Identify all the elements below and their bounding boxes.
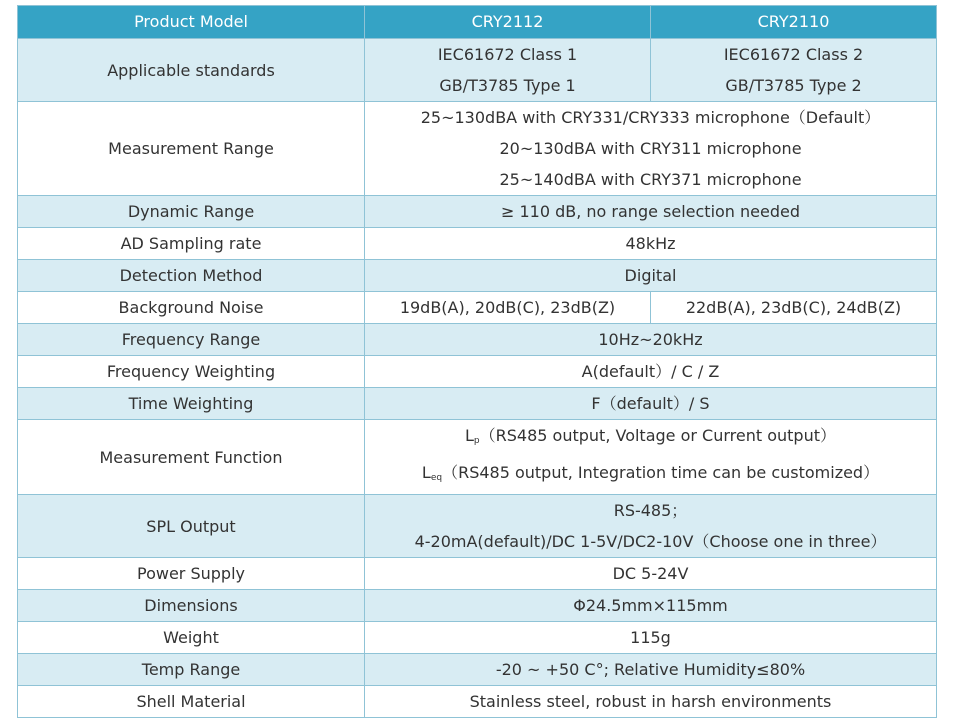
row-weight: [18, 622, 937, 654]
lp-symbol: L: [465, 426, 474, 445]
row-measurement-range: [18, 102, 937, 196]
label-dynamic-range: Dynamic Range: [18, 196, 365, 228]
standard-iec-cry2110: IEC61672 Class 2: [723, 45, 864, 64]
header-row: [18, 6, 937, 39]
standard-gb-cry2112: GB/T3785 Type 1: [439, 76, 576, 95]
row-time-weighting: [18, 388, 937, 420]
label-ad-sampling: AD Sampling rate: [18, 228, 365, 260]
row-spl-output: [18, 495, 937, 558]
label-frequency-range: Frequency Range: [18, 324, 365, 356]
function-leq-line: [371, 457, 930, 494]
label-frequency-weighting: Frequency Weighting: [18, 356, 365, 388]
spl-output-line-2: 4-20mA(default)/DC 1-5V/DC2-10V（Choose one in three）: [414, 532, 887, 551]
value-dynamic-range: ≥ 110 dB, no range selection needed: [365, 196, 937, 228]
value-background-noise-cry2112: 19dB(A), 20dB(C), 23dB(Z): [365, 292, 651, 324]
row-standards: [18, 39, 937, 102]
row-measurement-function: [18, 420, 937, 495]
lp-subscript: p: [473, 436, 480, 446]
standard-iec-cry2112: IEC61672 Class 1: [437, 45, 578, 64]
spl-output-line-1: RS-485；: [613, 501, 688, 520]
leq-symbol: L: [421, 463, 431, 482]
header-cry2110: CRY2110: [651, 6, 937, 39]
value-spl-output: [365, 495, 937, 558]
row-temp-range: [18, 654, 937, 686]
label-weight: Weight: [18, 622, 365, 654]
leq-subscript: eq: [430, 473, 443, 483]
label-power-supply: Power Supply: [18, 558, 365, 590]
label-spl-output: SPL Output: [18, 495, 365, 558]
range-line-3: 25~140dBA with CRY371 microphone: [499, 170, 802, 189]
spec-table: [17, 5, 937, 718]
row-frequency-weighting: [18, 356, 937, 388]
label-dimensions: Dimensions: [18, 590, 365, 622]
value-weight: 115g: [365, 622, 937, 654]
row-frequency-range: [18, 324, 937, 356]
value-frequency-weighting: A(default）/ C / Z: [365, 356, 937, 388]
value-time-weighting: F（default）/ S: [365, 388, 937, 420]
range-line-2: 20~130dBA with CRY311 microphone: [499, 139, 802, 158]
header-product-model: Product Model: [18, 6, 365, 39]
value-shell-material: Stainless steel, robust in harsh environments: [365, 686, 937, 718]
value-measurement-function: [365, 420, 937, 495]
label-temp-range: Temp Range: [18, 654, 365, 686]
value-standards-cry2112: [365, 39, 651, 102]
row-power-supply: [18, 558, 937, 590]
standard-gb-cry2110: GB/T3785 Type 2: [725, 76, 862, 95]
function-lp-line: [371, 420, 930, 457]
row-shell-material: [18, 686, 937, 718]
lp-description: （RS485 output, Voltage or Current output）: [479, 426, 836, 445]
value-background-noise-cry2110: 22dB(A), 23dB(C), 24dB(Z): [651, 292, 937, 324]
value-measurement-range: [365, 102, 937, 196]
spec-table-container: [17, 5, 936, 718]
header-cry2112: CRY2112: [365, 6, 651, 39]
value-temp-range: -20 ~ +50 C°; Relative Humidity≤80%: [365, 654, 937, 686]
label-detection-method: Detection Method: [18, 260, 365, 292]
value-dimensions: Φ24.5mm×115mm: [365, 590, 937, 622]
label-measurement-function: Measurement Function: [18, 420, 365, 495]
label-background-noise: Background Noise: [18, 292, 365, 324]
row-dimensions: [18, 590, 937, 622]
row-ad-sampling: [18, 228, 937, 260]
label-time-weighting: Time Weighting: [18, 388, 365, 420]
label-measurement-range: Measurement Range: [18, 102, 365, 196]
row-background-noise: [18, 292, 937, 324]
row-dynamic-range: [18, 196, 937, 228]
value-ad-sampling: 48kHz: [365, 228, 937, 260]
label-standards: Applicable standards: [18, 39, 365, 102]
value-frequency-range: 10Hz~20kHz: [365, 324, 937, 356]
value-power-supply: DC 5-24V: [365, 558, 937, 590]
label-shell-material: Shell Material: [18, 686, 365, 718]
row-detection-method: [18, 260, 937, 292]
value-standards-cry2110: [651, 39, 937, 102]
leq-description: （RS485 output, Integration time can be customized）: [442, 463, 880, 482]
value-detection-method: Digital: [365, 260, 937, 292]
range-line-1: 25~130dBA with CRY331/CRY333 microphone（Default）: [420, 108, 881, 127]
